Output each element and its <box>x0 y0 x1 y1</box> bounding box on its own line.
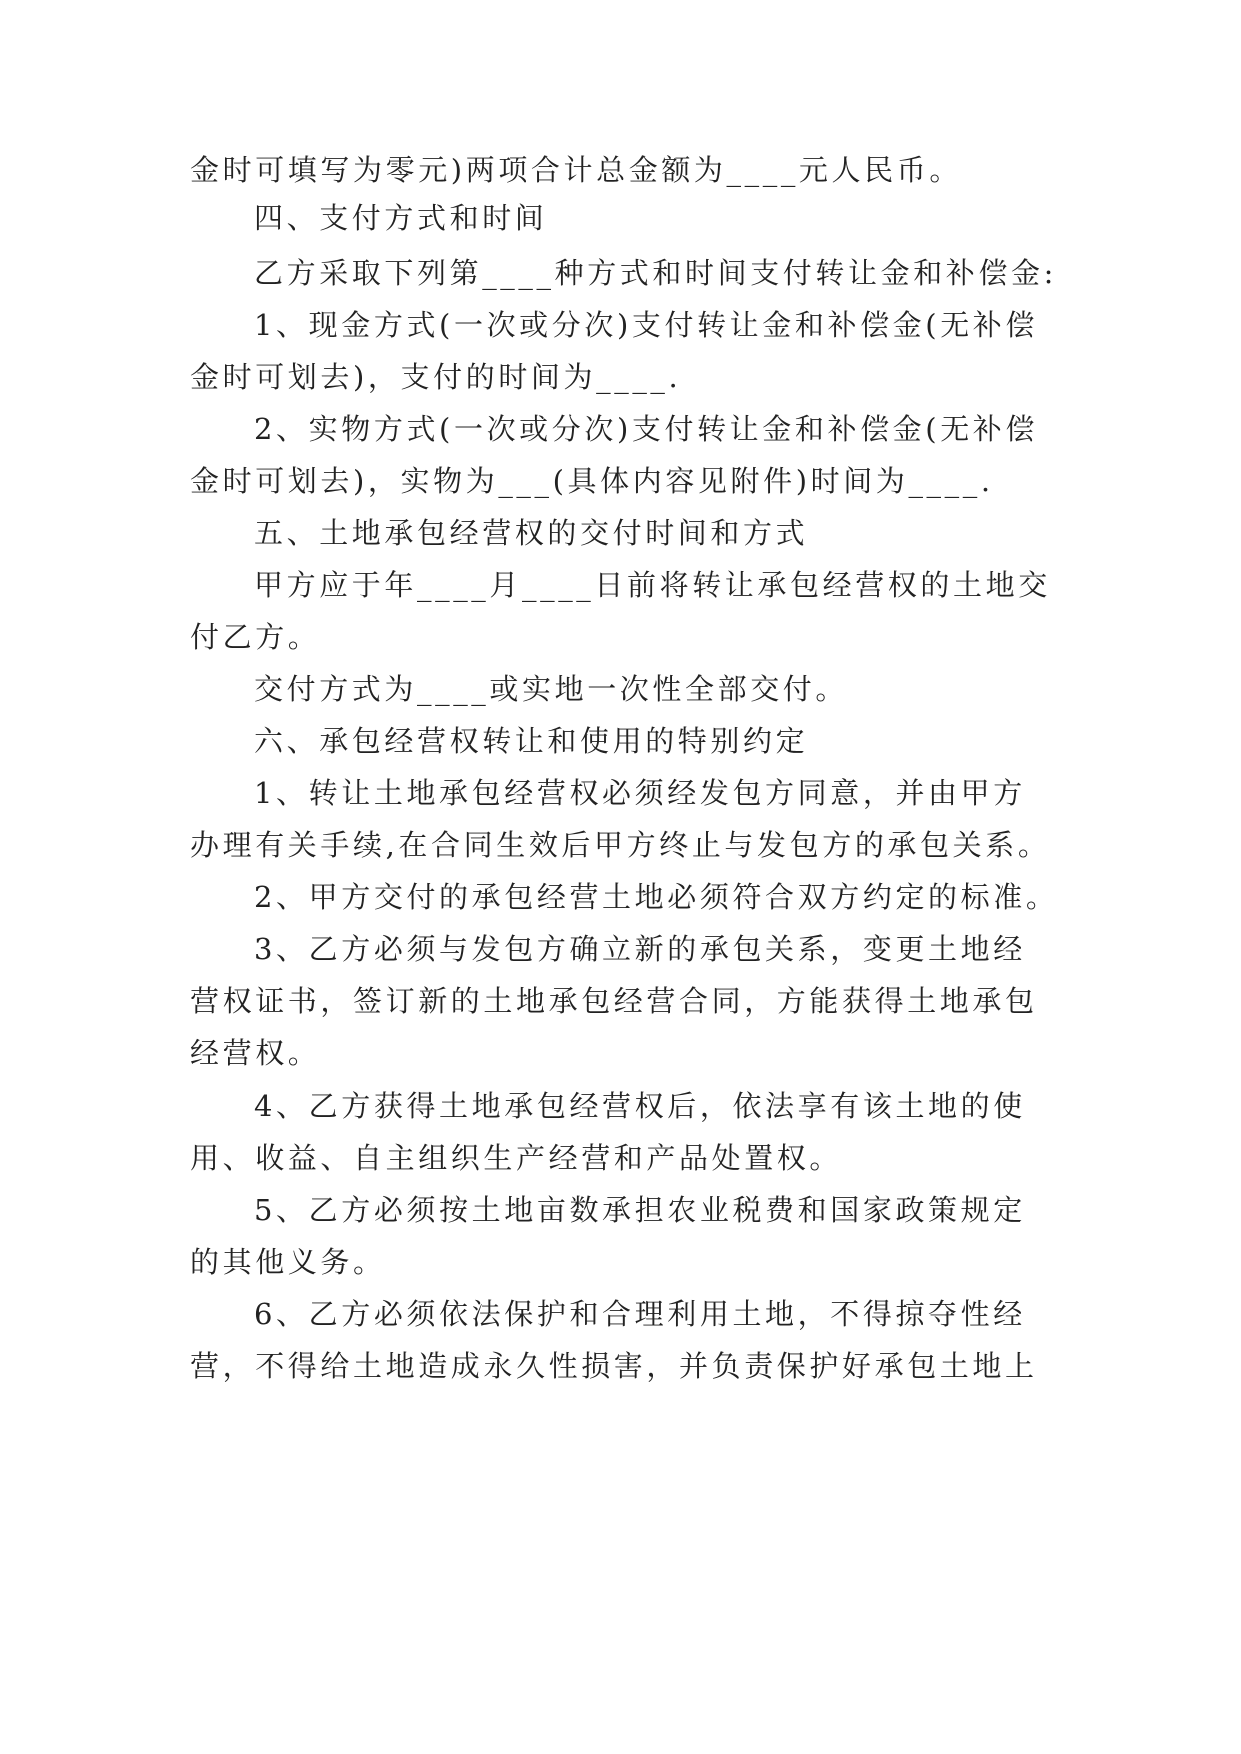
paragraph-line: 1、现金方式(一次或分次)支付转让金和补偿金(无补偿 <box>254 308 1038 342</box>
paragraph-line: 营，不得给土地造成永久性损害，并负责保护好承包土地上 <box>190 1349 1038 1383</box>
paragraph-line: 3、乙方必须与发包方确立新的承包关系，变更土地经 <box>254 932 1026 966</box>
paragraph-line: 办理有关手续,在合同生效后甲方终止与发包方的承包关系。 <box>190 828 1051 862</box>
paragraph-line: 的其他义务。 <box>190 1245 386 1279</box>
paragraph-line: 乙方采取下列第____种方式和时间支付转让金和补偿金: <box>254 256 1057 290</box>
section-heading: 四、支付方式和时间 <box>254 201 548 235</box>
paragraph-line: 营权证书，签订新的土地承包经营合同，方能获得土地承包 <box>190 984 1038 1018</box>
paragraph-line: 付乙方。 <box>190 620 321 654</box>
paragraph-line: 金时可划去)，支付的时间为____. <box>190 360 682 394</box>
paragraph-line: 4、乙方获得土地承包经营权后，依法享有该土地的使 <box>254 1089 1026 1123</box>
paragraph-line: 甲方应于年____月____日前将转让承包经营权的土地交 <box>254 568 1051 602</box>
paragraph-line: 金时可填写为零元)两项合计总金额为____元人民币。 <box>190 153 962 187</box>
paragraph-line: 6、乙方必须依法保护和合理利用土地，不得掠夺性经 <box>254 1297 1026 1331</box>
paragraph-line: 2、实物方式(一次或分次)支付转让金和补偿金(无补偿 <box>254 412 1038 446</box>
paragraph-line: 金时可划去)，实物为___(具体内容见附件)时间为____. <box>190 464 994 498</box>
paragraph-line: 1、转让土地承包经营权必须经发包方同意，并由甲方 <box>254 776 1026 810</box>
paragraph-line: 交付方式为____或实地一次性全部交付。 <box>254 672 849 706</box>
paragraph-line: 经营权。 <box>190 1036 321 1070</box>
section-heading: 六、承包经营权转让和使用的特别约定 <box>254 724 809 758</box>
section-heading: 五、土地承包经营权的交付时间和方式 <box>254 516 809 550</box>
paragraph-line: 用、收益、自主组织生产经营和产品处置权。 <box>190 1141 843 1175</box>
paragraph-line: 2、甲方交付的承包经营土地必须符合双方约定的标准。 <box>254 880 1059 914</box>
paragraph-line: 5、乙方必须按土地亩数承担农业税费和国家政策规定 <box>254 1193 1026 1227</box>
